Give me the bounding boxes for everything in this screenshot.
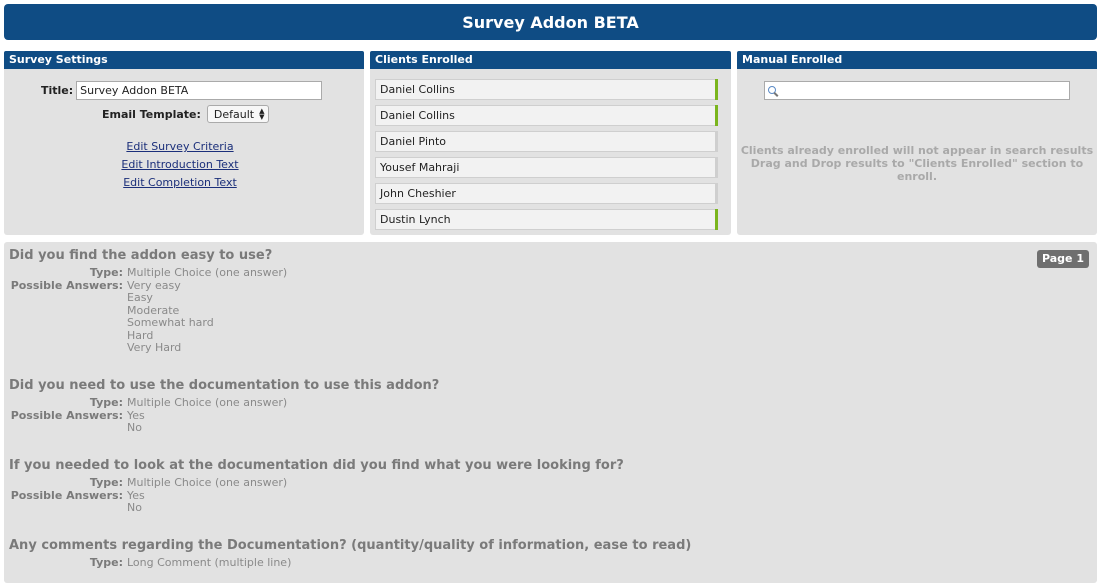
question-type: Multiple Choice (one answer) [127,396,288,409]
drag-drop-note: Drag and Drop results to "Clients Enrolled" section to enroll. [750,157,1084,183]
answer-option: Very Hard [127,341,182,354]
question-block [9,458,624,515]
client-status-bar [715,183,718,204]
answers-label: Possible Answers: [10,408,123,422]
client-search-input[interactable] [764,81,1070,100]
survey-questions-panel [4,242,1097,583]
client-status-bar [715,105,718,126]
question-type: Multiple Choice (one answer) [127,266,288,279]
client-name: Daniel Pinto [380,135,447,148]
manual-enrolled-panel [737,69,1097,235]
answer-option: Hard [127,328,154,342]
manual-enrolled-message [737,144,1097,183]
answer-option: Somewhat hard [127,316,214,329]
client-name: Dustin Lynch [380,213,451,226]
answer-option: Very easy [127,278,181,292]
manual-enrolled-heading: Manual Enrolled [737,51,1097,69]
question-block [9,248,287,355]
client-name: Yousef Mahraji [380,161,460,174]
edit-survey-criteria-link[interactable]: Edit Survey Criteria [126,140,234,153]
client-status-bar [715,79,718,100]
client-item[interactable] [375,183,718,204]
question-title: Did you need to use the documentation to use this addon? [9,378,440,393]
client-item[interactable] [375,131,718,152]
client-status-bar [715,157,718,178]
answers-label: Possible Answers: [10,278,123,292]
edit-completion-text-link[interactable]: Edit Completion Text [123,176,237,189]
question-title: Did you find the addon easy to use? [9,248,273,263]
client-item[interactable] [375,105,718,126]
search-icon [768,86,778,96]
answers-label: Possible Answers: [10,488,123,502]
question-type: Long Comment (multiple line) [127,556,292,569]
survey-settings-heading: Survey Settings [4,51,364,69]
title-input[interactable] [76,81,322,100]
email-template-row [102,105,269,123]
question-type: Multiple Choice (one answer) [127,476,288,489]
clients-enrolled-heading: Clients Enrolled [370,51,731,69]
type-label: Type: [89,266,123,279]
settings-links [4,138,356,192]
client-name: Daniel Collins [380,83,455,96]
page-badge[interactable]: Page 1 [1037,250,1089,268]
survey-settings-panel [4,69,364,235]
title-label: Title: [41,84,74,97]
answer-option: Yes [127,408,145,422]
type-label: Type: [89,476,123,489]
page-header [4,4,1097,40]
page-title: Survey Addon BETA [462,12,639,32]
client-name: John Cheshier [380,187,456,200]
question-block [9,378,439,435]
answer-option: Yes [127,488,145,502]
client-item[interactable] [375,79,718,100]
type-label: Type: [89,556,123,569]
question-title: Any comments regarding the Documentation? (quantity/quality of information, ease to read) [9,538,692,553]
type-label: Type: [89,396,123,409]
clients-enrolled-panel [370,69,731,235]
question-block [9,538,691,570]
title-row [41,81,322,100]
client-status-bar [715,131,718,152]
email-template-value: Default [213,107,255,121]
answer-option: Moderate [127,303,180,317]
client-item[interactable] [375,209,718,230]
client-status-bar [715,209,718,230]
email-template-select[interactable] [207,105,269,123]
question-title: If you needed to look at the documentation did you find what you were looking for? [9,458,624,473]
client-name: Daniel Collins [380,109,455,122]
enrolled-exclusion-note: Clients already enrolled will not appear in search results [740,144,1094,157]
email-template-label: Email Template: [102,107,201,121]
answer-option: No [127,501,142,514]
answer-option: Easy [127,291,153,304]
answer-option: No [127,421,142,434]
client-item[interactable] [375,157,718,178]
edit-introduction-text-link[interactable]: Edit Introduction Text [121,158,239,171]
select-arrows-icon: ▲ ▼ [259,107,265,121]
